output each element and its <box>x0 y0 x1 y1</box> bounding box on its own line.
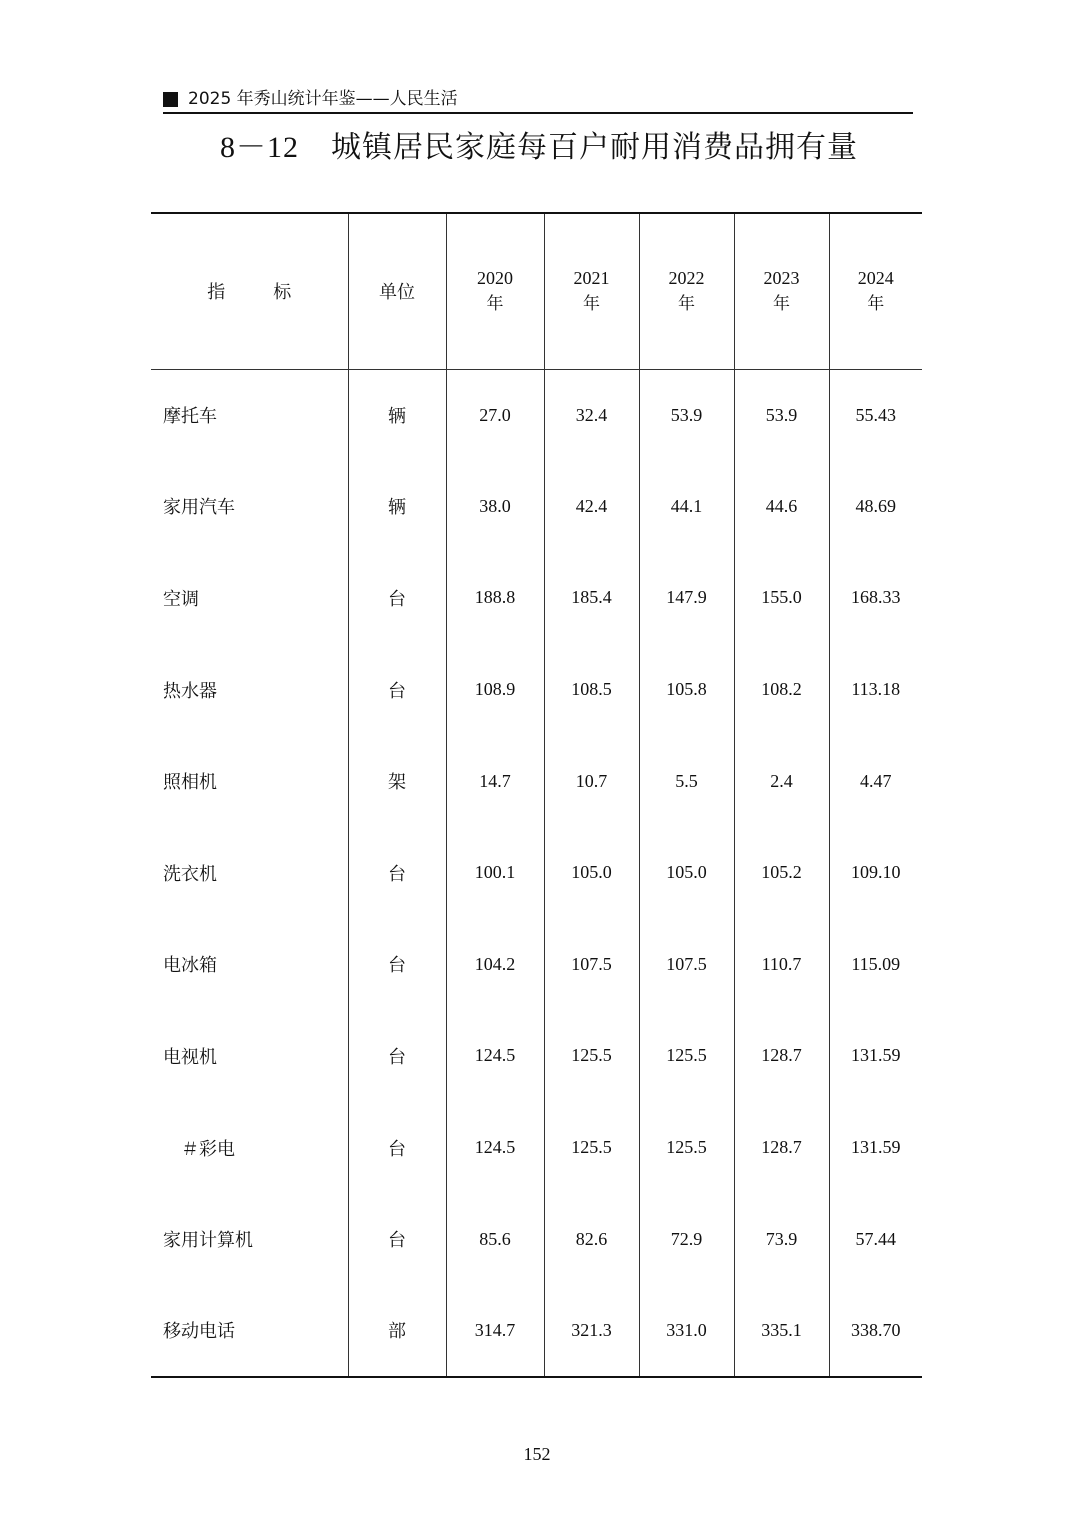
table-row <box>151 552 922 644</box>
value-cell: 85.6 <box>446 1193 544 1285</box>
unit-cell: 部 <box>348 1285 446 1377</box>
value-cell: 27.0 <box>446 369 544 461</box>
unit-cell: 辆 <box>348 461 446 553</box>
header-year: 2022 年 <box>639 213 734 369</box>
value-cell: 2.4 <box>734 735 829 827</box>
running-head <box>163 88 913 114</box>
value-cell: 147.9 <box>639 552 734 644</box>
value-cell: 125.5 <box>544 1102 639 1194</box>
value-cell: 42.4 <box>544 461 639 553</box>
running-head-text: 2025 年秀山统计年鉴——人民生活 <box>188 89 458 109</box>
value-cell: 109.10 <box>829 827 922 919</box>
value-cell: 105.0 <box>544 827 639 919</box>
value-cell: 110.7 <box>734 919 829 1011</box>
indicator-name: 摩托车 <box>163 406 217 428</box>
page-number: 152 <box>523 1444 551 1464</box>
value-cell: 57.44 <box>829 1193 922 1285</box>
unit-cell: 辆 <box>348 369 446 461</box>
value-cell: 44.1 <box>639 461 734 553</box>
table-row <box>151 1285 922 1377</box>
value-cell: 100.1 <box>446 827 544 919</box>
value-cell: 14.7 <box>446 735 544 827</box>
indicator-name: 电视机 <box>163 1046 217 1068</box>
unit-cell: 台 <box>348 919 446 1011</box>
header-row <box>151 213 922 369</box>
header-unit: 单位 <box>348 213 446 369</box>
value-cell: 105.0 <box>639 827 734 919</box>
unit-cell: 台 <box>348 552 446 644</box>
table-row <box>151 461 922 553</box>
value-cell: 125.5 <box>544 1010 639 1102</box>
table-number: 8－12 <box>220 131 299 164</box>
value-cell: 55.43 <box>829 369 922 461</box>
header-year: 2020 年 <box>446 213 544 369</box>
value-cell: 314.7 <box>446 1285 544 1377</box>
unit-cell: 架 <box>348 735 446 827</box>
indicator-name: 照相机 <box>163 772 217 794</box>
indicator-name: ＃彩电 <box>181 1138 235 1160</box>
value-cell: 82.6 <box>544 1193 639 1285</box>
value-cell: 72.9 <box>639 1193 734 1285</box>
header-year: 2024 年 <box>829 213 922 369</box>
value-cell: 105.2 <box>734 827 829 919</box>
indicator-name: 空调 <box>163 588 199 610</box>
value-cell: 168.33 <box>829 552 922 644</box>
value-cell: 105.8 <box>639 644 734 736</box>
value-cell: 44.6 <box>734 461 829 553</box>
indicator-name: 家用汽车 <box>163 497 235 519</box>
value-cell: 125.5 <box>639 1010 734 1102</box>
unit-cell: 台 <box>348 1193 446 1285</box>
value-cell: 131.59 <box>829 1102 922 1194</box>
unit-cell: 台 <box>348 1102 446 1194</box>
value-cell: 108.5 <box>544 644 639 736</box>
value-cell: 331.0 <box>639 1285 734 1377</box>
value-cell: 38.0 <box>446 461 544 553</box>
table-row <box>151 369 922 461</box>
durable-goods-table <box>151 212 922 1378</box>
header-year: 2023 年 <box>734 213 829 369</box>
table-row <box>151 1010 922 1102</box>
indicator-name: 电冰箱 <box>163 955 217 977</box>
unit-cell: 台 <box>348 1010 446 1102</box>
value-cell: 124.5 <box>446 1102 544 1194</box>
table-title: 城镇居民家庭每百户耐用消费品拥有量 <box>331 130 858 165</box>
table-row <box>151 1193 922 1285</box>
value-cell: 32.4 <box>544 369 639 461</box>
value-cell: 108.2 <box>734 644 829 736</box>
indicator-name: 家用计算机 <box>163 1230 253 1252</box>
value-cell: 108.9 <box>446 644 544 736</box>
value-cell: 10.7 <box>544 735 639 827</box>
table-row <box>151 827 922 919</box>
value-cell: 5.5 <box>639 735 734 827</box>
page-title <box>220 126 858 170</box>
indicator-name: 热水器 <box>163 680 217 702</box>
value-cell: 124.5 <box>446 1010 544 1102</box>
indicator-name: 洗衣机 <box>163 863 217 885</box>
value-cell: 338.70 <box>829 1285 922 1377</box>
value-cell: 53.9 <box>734 369 829 461</box>
value-cell: 115.09 <box>829 919 922 1011</box>
value-cell: 125.5 <box>639 1102 734 1194</box>
value-cell: 4.47 <box>829 735 922 827</box>
header-indicator: 指 标 <box>151 213 348 369</box>
value-cell: 128.7 <box>734 1102 829 1194</box>
table-row <box>151 919 922 1011</box>
value-cell: 48.69 <box>829 461 922 553</box>
value-cell: 73.9 <box>734 1193 829 1285</box>
value-cell: 107.5 <box>639 919 734 1011</box>
value-cell: 113.18 <box>829 644 922 736</box>
value-cell: 53.9 <box>639 369 734 461</box>
table-row <box>151 1102 922 1194</box>
unit-cell: 台 <box>348 827 446 919</box>
value-cell: 104.2 <box>446 919 544 1011</box>
value-cell: 335.1 <box>734 1285 829 1377</box>
value-cell: 131.59 <box>829 1010 922 1102</box>
indicator-name: 移动电话 <box>163 1321 235 1343</box>
header-year: 2021 年 <box>544 213 639 369</box>
value-cell: 321.3 <box>544 1285 639 1377</box>
unit-cell: 台 <box>348 644 446 736</box>
value-cell: 188.8 <box>446 552 544 644</box>
value-cell: 185.4 <box>544 552 639 644</box>
table-row <box>151 644 922 736</box>
square-bullet-icon <box>163 92 178 107</box>
table-row <box>151 735 922 827</box>
value-cell: 155.0 <box>734 552 829 644</box>
value-cell: 107.5 <box>544 919 639 1011</box>
value-cell: 128.7 <box>734 1010 829 1102</box>
